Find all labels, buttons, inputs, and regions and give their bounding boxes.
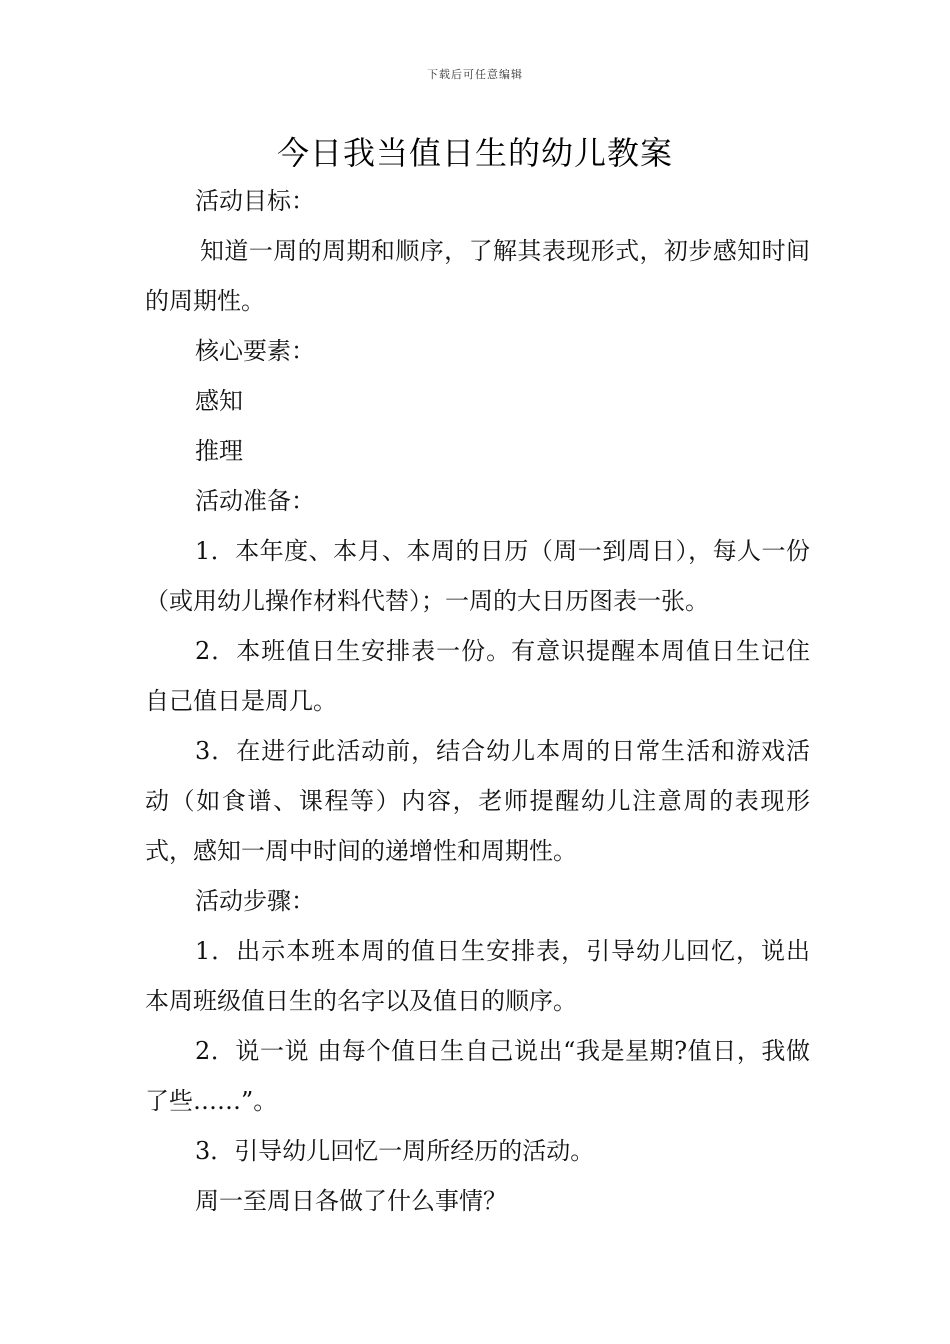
core-item-perception: 感知 bbox=[195, 387, 243, 415]
section-heading-steps: 活动步骤： bbox=[195, 887, 315, 915]
document-title: 今日我当值日生的幼儿教案 bbox=[276, 134, 673, 172]
paragraph-goals: 知道一周的周期和顺序，了解其表现形式，初步感知时间的周期性。 bbox=[145, 237, 810, 315]
step-item-1: 1．出示本班本周的值日生安排表，引导幼儿回忆，说出本周班级值日生的名字以及值日的顺序。 bbox=[145, 937, 810, 1015]
header-note: 下载后可任意编辑 bbox=[427, 68, 523, 81]
preparation-item-2: 2．本班值日生安排表一份。有意识提醒本周值日生记住自己值日是周几。 bbox=[145, 637, 810, 715]
section-heading-preparation: 活动准备： bbox=[195, 487, 315, 515]
core-item-reasoning: 推理 bbox=[195, 437, 243, 465]
section-heading-core: 核心要素： bbox=[195, 337, 315, 365]
step-question: 周一至周日各做了什么事情？ bbox=[195, 1187, 507, 1215]
preparation-item-1: 1．本年度、本月、本周的日历（周一到周日），每人一份（或用幼儿操作材料代替）；一周的大日历图表一张。 bbox=[145, 537, 810, 615]
preparation-item-3: 3．在进行此活动前，结合幼儿本周的日常生活和游戏活动（如食谱、课程等）内容，老师提醒幼儿注意周的表现形式，感知一周中时间的递增性和周期性。 bbox=[145, 737, 810, 865]
step-item-2: 2．说一说 由每个值日生自己说出“我是星期?值日，我做了些……”。 bbox=[145, 1037, 810, 1115]
section-heading-goals: 活动目标： bbox=[195, 187, 315, 215]
document-body bbox=[145, 176, 810, 1226]
step-item-3: 3．引导幼儿回忆一周所经历的活动。 bbox=[195, 1137, 595, 1165]
